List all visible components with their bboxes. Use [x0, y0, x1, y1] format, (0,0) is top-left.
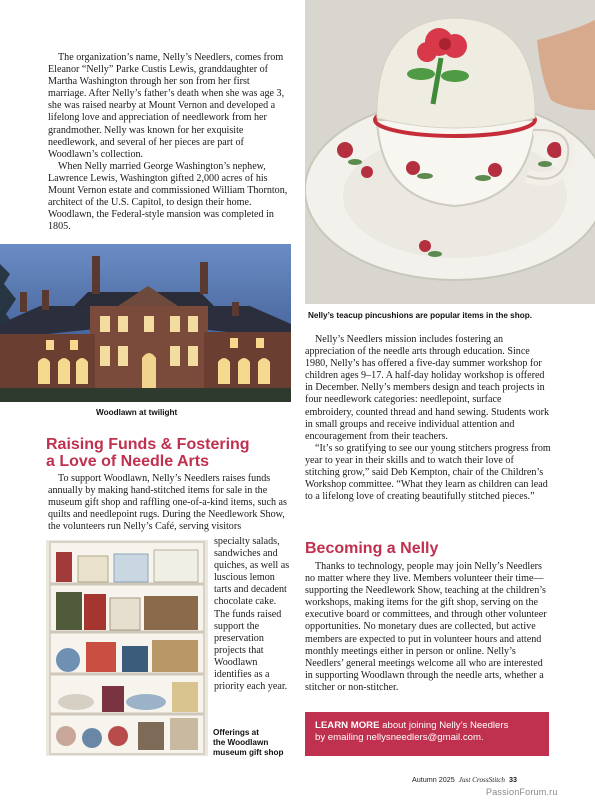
page-number: 33 [509, 775, 518, 784]
intro-paragraph-1: The organization’s name, Nelly’s Needlers, comes from Eleanor “Nelly” Parke Custis Lewis, granddaughter of Martha Washington through her son from her first marriage. After Nelly’s father’s death when she was age 3, she was raised nearby at Mount Vernon and developed a lifelong love and appreciation of needlework from her grandmother. Nelly was known for her exquisite needlework, and several of her pieces are part of Woodlawn’s collection. [48, 52, 285, 160]
mission-text [305, 334, 551, 503]
intro-text [48, 52, 288, 233]
gift-shop-photo-caption [213, 728, 303, 758]
raising-funds-heading-line-2: a Love of Needle Arts [46, 453, 210, 470]
becoming-a-nelly-text [305, 561, 551, 694]
woodlawn-mansion-illustration [0, 244, 291, 402]
footer-issue: Autumn 2025 [412, 775, 455, 784]
raising-funds-text [48, 473, 288, 533]
becoming-a-nelly-heading: Becoming a Nelly [305, 540, 439, 557]
becoming-a-nelly-paragraph: Thanks to technology, people may join Nelly’s Needlers no matter where they live. Members volunteer their time—supporting the Needlework Show, teaching at the children’s workshops, making items for the gift shop, serving on the executive board or committees, and through other volunteer opportunities. No monetary dues are collected, but active members are expected to put in volunteer hours and attend monthly meetings either in person or online. Nelly’s Needlers’ general meetings welcome all who are interested in supporting Woodlawn through the needle arts, whether a stitcher or non-stitcher. [305, 561, 547, 693]
watermark: PassionForum.ru [486, 787, 558, 797]
learn-more-line-1 [315, 720, 539, 732]
learn-more-label: LEARN MORE [315, 720, 380, 731]
mission-paragraph-2: “It’s so gratifying to see our young stitchers progress from year to year in their skills and to watch their love of stitching grow,” said Deb Kempton, chair of the Children’s Workshop committee. “What they learn as children can lead to a lifelong love of creating beautifully stitched pieces.” [305, 442, 551, 503]
raising-funds-heading [46, 436, 286, 470]
learn-more-line-2[interactable]: by emailing nellysneedlers@gmail.com. [315, 732, 484, 743]
gift-shop-caption-line-2: the Woodlawn [213, 738, 269, 747]
teacup-pincushion-illustration [305, 0, 595, 304]
raising-funds-heading-line-1: Raising Funds & Fostering [46, 436, 250, 453]
teacup-pincushion-photo [305, 0, 595, 304]
raising-funds-paragraph: To support Woodlawn, Nelly’s Needlers raises funds annually by making hand-stitched items for sale in the museum gift shop and raffling one-of-a-kind items, such as quilts and needlepoint rugs. During the Needlework Show, the volunteers run Nelly’s Café, serving visitors [48, 473, 287, 533]
intro-paragraph-2: When Nelly married George Washington’s nephew, Lawrence Lewis, Washington gifted 2,000 acres of his Mount Vernon estate and commissioned William Thornton, architect of the U.S. Capitol, to design their home. Woodlawn, the Federal-style mansion was completed in 1805. [48, 160, 288, 233]
mission-paragraph-1: Nelly’s Needlers mission includes fostering an appreciation of the needle arts through education. Since 1980, Nelly’s has offered a five-day summer workshop for children ages 9–17. A half-day holiday workshop is offered in December. Nelly’s members design and teach projects in four needlework categories: needlepoint, surface embroidery, counted thread and hand sewing. Students work in small groups and receive individual attention and encouragement from their teachers. [305, 334, 550, 442]
woodlawn-photo-caption: Woodlawn at twilight [96, 408, 178, 417]
gift-shop-caption-line-3: museum gift shop [213, 748, 284, 757]
gift-shop-shelves-illustration [46, 540, 208, 756]
woodlawn-mansion-photo [0, 244, 291, 402]
gift-shop-photo [46, 540, 208, 756]
learn-more-text: about joining Nelly’s Needlers [379, 720, 509, 731]
page-footer [412, 775, 517, 784]
raising-funds-side-text [214, 536, 294, 693]
raising-funds-side-paragraph: specialty salads, sandwiches and quiches, as well as luscious lemon tarts and decadent chocolate cake. The funds raised support the preservation projects that Woodlawn identifies as a priority each year. [214, 536, 290, 693]
teacup-photo-caption: Nelly’s teacup pincushions are popular items in the shop. [308, 311, 532, 320]
learn-more-box [305, 712, 549, 756]
gift-shop-caption-line-1: Offerings at [213, 728, 259, 737]
footer-magazine-name: Just CrossStitch [458, 776, 506, 784]
